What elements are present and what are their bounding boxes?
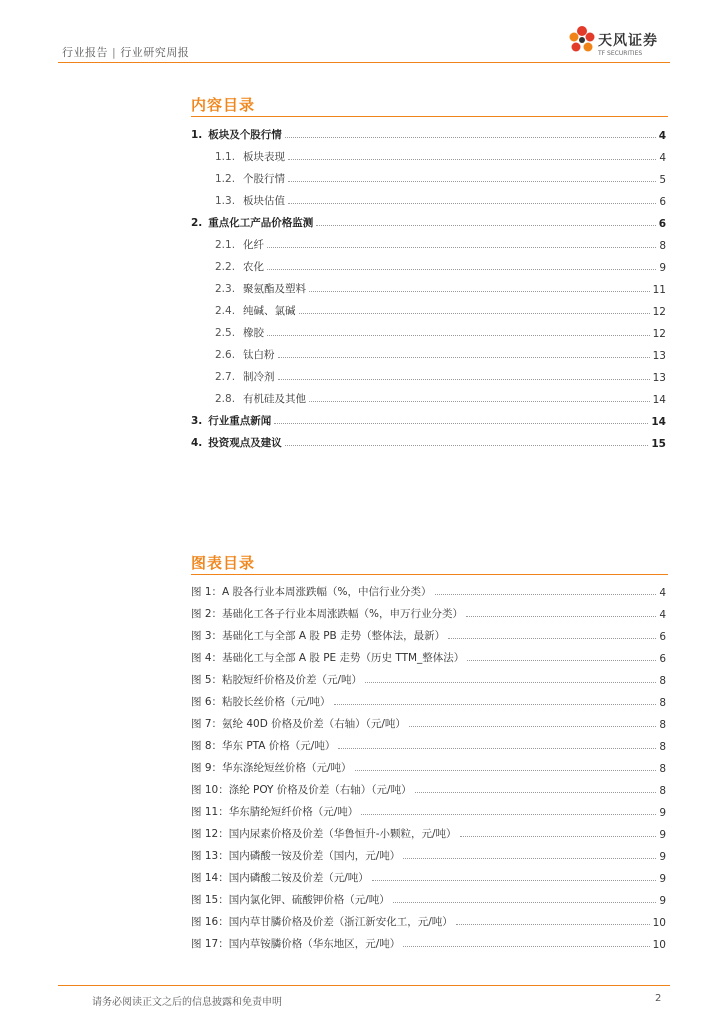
toc-entry-number: 2.5.: [215, 327, 236, 339]
toc-entry-label: [215, 171, 288, 186]
figure-leader-dots: [361, 814, 656, 815]
toc-entry[interactable]: [191, 318, 666, 340]
toc-entry[interactable]: [191, 362, 666, 384]
table-of-contents: [191, 120, 666, 450]
toc-entry-label: [215, 193, 288, 208]
company-logo: [568, 24, 678, 64]
toc-leader-dots: [285, 445, 649, 446]
logo-subtitle: TF SECURITIES: [598, 50, 643, 57]
toc-entry[interactable]: [191, 120, 666, 142]
toc-entry-label: [215, 369, 278, 384]
toc-entry-page: 11: [652, 284, 666, 296]
figure-leader-dots: [460, 836, 657, 837]
toc-entry[interactable]: [191, 340, 666, 362]
figure-entry[interactable]: [191, 863, 666, 885]
toc-entry[interactable]: [191, 296, 666, 318]
figure-leader-dots: [435, 594, 657, 595]
toc-entry[interactable]: [191, 252, 666, 274]
toc-entry-number: 2.3.: [215, 283, 236, 295]
toc-entry-label: [215, 303, 299, 318]
figure-entry[interactable]: [191, 753, 666, 775]
figure-list: [191, 577, 666, 951]
figure-entry-label: 图 10：涤纶 POY 价格及价差（右轴）（元/吨）: [191, 784, 412, 796]
figure-entry[interactable]: [191, 687, 666, 709]
figure-entry[interactable]: [191, 775, 666, 797]
toc-entry-number: 2.: [191, 217, 203, 229]
figure-entry[interactable]: [191, 885, 666, 907]
figure-entry-label: 图 8：华东 PTA 价格（元/吨）: [191, 740, 336, 752]
toc-entry-page: 6: [659, 196, 666, 208]
toc-entry-label: [191, 127, 285, 142]
toc-entry[interactable]: [191, 142, 666, 164]
toc-entry-number: 2.2.: [215, 261, 236, 273]
toc-entry-page: 12: [652, 328, 666, 340]
figure-entry[interactable]: [191, 929, 666, 951]
figure-entry[interactable]: [191, 731, 666, 753]
figure-entry-label: 图 4：基础化工与全部 A 股 PE 走势（历史 TTM_整体法）: [191, 652, 465, 664]
figure-entry-page: 8: [659, 675, 666, 687]
figure-entry-page: 8: [659, 697, 666, 709]
toc-entry-page: 14: [651, 416, 666, 428]
figure-entry-label: 图 3：基础化工与全部 A 股 PB 走势（整体法，最新）: [191, 630, 446, 642]
figure-entry-page: 9: [659, 851, 666, 863]
figure-leader-dots: [466, 616, 656, 617]
toc-entry-text: 钛白粉: [243, 349, 275, 361]
toc-entry-label: [191, 435, 285, 450]
figure-entry[interactable]: [191, 841, 666, 863]
toc-leader-dots: [288, 181, 656, 182]
toc-entry-label: [215, 391, 309, 406]
figure-entry[interactable]: [191, 907, 666, 929]
toc-entry-text: 纯碱、氯碱: [243, 305, 296, 317]
toc-entry-number: 1.3.: [215, 195, 236, 207]
toc-entry-page: 9: [659, 262, 666, 274]
toc-entry-label: [191, 413, 274, 428]
toc-leader-dots: [285, 137, 656, 138]
header-separator: |: [112, 46, 117, 59]
toc-entry-page: 14: [652, 394, 666, 406]
toc-entry-text: 板块及个股行情: [208, 129, 282, 141]
toc-leader-dots: [267, 247, 656, 248]
toc-entry-label: [215, 325, 267, 340]
toc-entry-text: 有机硅及其他: [243, 393, 307, 405]
toc-entry[interactable]: [191, 384, 666, 406]
toc-entry-text: 聚氨酯及塑料: [243, 283, 307, 295]
header-divider: [58, 62, 670, 63]
toc-entry-text: 化纤: [243, 239, 265, 251]
toc-entry-label: [215, 259, 267, 274]
figure-entry-label: 图 13：国内磷酸一铵及价差（国内，元/吨）: [191, 850, 401, 862]
toc-entry-text: 行业重点新闻: [208, 415, 272, 427]
figure-entry-label: 图 17：国内草铵膦价格（华东地区，元/吨）: [191, 938, 401, 950]
toc-title-divider: [191, 116, 668, 117]
toc-entry-text: 板块表现: [243, 151, 286, 163]
toc-leader-dots: [278, 379, 650, 380]
toc-leader-dots: [288, 203, 656, 204]
figure-entry-page: 8: [659, 719, 666, 731]
toc-entry-label: [215, 347, 278, 362]
figure-entry[interactable]: [191, 709, 666, 731]
toc-leader-dots: [267, 335, 650, 336]
flower-logo-icon: [568, 24, 596, 58]
toc-entry-text: 橡胶: [243, 327, 265, 339]
figure-entry-page: 6: [659, 653, 666, 665]
toc-leader-dots: [299, 313, 650, 314]
toc-entry[interactable]: [191, 406, 666, 428]
page-number: 2: [655, 993, 662, 1004]
figure-entry-page: 4: [659, 609, 666, 621]
toc-entry-page: 13: [652, 350, 666, 362]
toc-entry-page: 15: [651, 438, 666, 450]
toc-entry-page: 13: [652, 372, 666, 384]
figure-leader-dots: [467, 660, 656, 661]
figure-leader-dots: [365, 682, 656, 683]
toc-entry-text: 制冷剂: [243, 371, 275, 383]
figure-entry-label: 图 16：国内草甘膦价格及价差（浙江新安化工，元/吨）: [191, 916, 453, 928]
figure-leader-dots: [409, 726, 656, 727]
figure-leader-dots: [456, 924, 650, 925]
toc-entry-number: 1.: [191, 129, 203, 141]
toc-leader-dots: [309, 291, 650, 292]
figure-leader-dots: [448, 638, 656, 639]
figures-title: 图表目录: [191, 554, 256, 572]
figure-entry-page: 10: [652, 917, 666, 929]
toc-leader-dots: [274, 423, 648, 424]
toc-entry[interactable]: [191, 164, 666, 186]
toc-leader-dots: [316, 225, 655, 226]
figure-leader-dots: [355, 770, 657, 771]
toc-entry-text: 重点化工产品价格监测: [208, 217, 314, 229]
toc-entry-number: 2.6.: [215, 349, 236, 361]
toc-entry-number: 2.1.: [215, 239, 236, 251]
figure-leader-dots: [393, 902, 657, 903]
figure-entry[interactable]: [191, 643, 666, 665]
figure-entry-label: 图 1：A 股各行业本周涨跌幅（%，中信行业分类）: [191, 586, 432, 598]
figure-leader-dots: [415, 792, 657, 793]
figure-entry[interactable]: [191, 577, 666, 599]
figures-title-divider: [191, 574, 668, 575]
figure-entry[interactable]: [191, 599, 666, 621]
toc-entry[interactable]: [191, 274, 666, 296]
toc-entry[interactable]: [191, 208, 666, 230]
toc-entry-page: 4: [658, 130, 666, 142]
figure-leader-dots: [372, 880, 657, 881]
toc-entry-number: 3.: [191, 415, 203, 427]
logo-name: 天风证券: [598, 33, 658, 49]
figure-entry[interactable]: [191, 797, 666, 819]
footer-divider: [58, 985, 670, 986]
figure-entry-label: 图 15：国内氯化钾、硫酸钾价格（元/吨）: [191, 894, 390, 906]
toc-entry-label: [215, 237, 267, 252]
figure-entry-label: 图 6：粘胶长丝价格（元/吨）: [191, 696, 331, 708]
figure-entry-page: 8: [659, 741, 666, 753]
figure-leader-dots: [338, 748, 656, 749]
toc-entry-text: 个股行情: [243, 173, 286, 185]
toc-entry-page: 8: [659, 240, 666, 252]
toc-entry-page: 5: [659, 174, 666, 186]
toc-entry-number: 2.7.: [215, 371, 236, 383]
toc-entry-text: 投资观点及建议: [208, 437, 282, 449]
header-report-type: [62, 44, 189, 60]
figure-leader-dots: [403, 858, 656, 859]
figure-leader-dots: [403, 946, 649, 947]
toc-entry-text: 板块估值: [243, 195, 286, 207]
figure-entry-page: 9: [659, 873, 666, 885]
figure-entry-page: 6: [659, 631, 666, 643]
toc-entry[interactable]: [191, 428, 666, 450]
report-subtype: 行业研究周报: [120, 46, 190, 59]
figure-entry-page: 8: [659, 785, 666, 797]
figure-entry-label: 图 5：粘胶短纤价格及价差（元/吨）: [191, 674, 363, 686]
toc-leader-dots: [267, 269, 656, 270]
figure-entry-page: 10: [652, 939, 666, 951]
figure-entry[interactable]: [191, 665, 666, 687]
figure-entry-page: 8: [659, 763, 666, 775]
toc-entry-page: 12: [652, 306, 666, 318]
toc-entry-label: [215, 281, 309, 296]
figure-entry[interactable]: [191, 819, 666, 841]
figure-entry-page: 9: [659, 895, 666, 907]
toc-entry-page: 4: [659, 152, 666, 164]
toc-leader-dots: [309, 401, 650, 402]
figure-entry-label: 图 14：国内磷酸二铵及价差（元/吨）: [191, 872, 369, 884]
figure-entry-label: 图 12：国内尿素价格及价差（华鲁恒升-小颗粒，元/吨）: [191, 828, 457, 840]
toc-entry-text: 农化: [243, 261, 265, 273]
figure-leader-dots: [334, 704, 657, 705]
toc-entry-label: [191, 215, 316, 230]
toc-entry-number: 1.2.: [215, 173, 236, 185]
toc-entry-number: 1.1.: [215, 151, 236, 163]
toc-entry[interactable]: [191, 230, 666, 252]
toc-leader-dots: [278, 357, 650, 358]
toc-title: 内容目录: [191, 96, 256, 114]
toc-entry-page: 6: [658, 218, 666, 230]
figure-entry-page: 9: [659, 807, 666, 819]
report-type: 行业报告: [62, 46, 108, 59]
toc-entry-number: 2.8.: [215, 393, 236, 405]
figure-entry-page: 9: [659, 829, 666, 841]
figure-entry-page: 4: [659, 587, 666, 599]
figure-entry-label: 图 7：氨纶 40D 价格及价差（右轴）（元/吨）: [191, 718, 406, 730]
toc-entry-label: [215, 149, 288, 164]
figure-entry-label: 图 9：华东涤纶短丝价格（元/吨）: [191, 762, 352, 774]
figure-entry[interactable]: [191, 621, 666, 643]
toc-entry-number: 4.: [191, 437, 203, 449]
toc-entry[interactable]: [191, 186, 666, 208]
footer-disclaimer: 请务必阅读正文之后的信息披露和免责申明: [92, 997, 282, 1008]
toc-entry-number: 2.4.: [215, 305, 236, 317]
toc-leader-dots: [288, 159, 656, 160]
figure-entry-label: 图 11：华东腈纶短纤价格（元/吨）: [191, 806, 359, 818]
figure-entry-label: 图 2：基础化工各子行业本周涨跌幅（%，申万行业分类）: [191, 608, 463, 620]
